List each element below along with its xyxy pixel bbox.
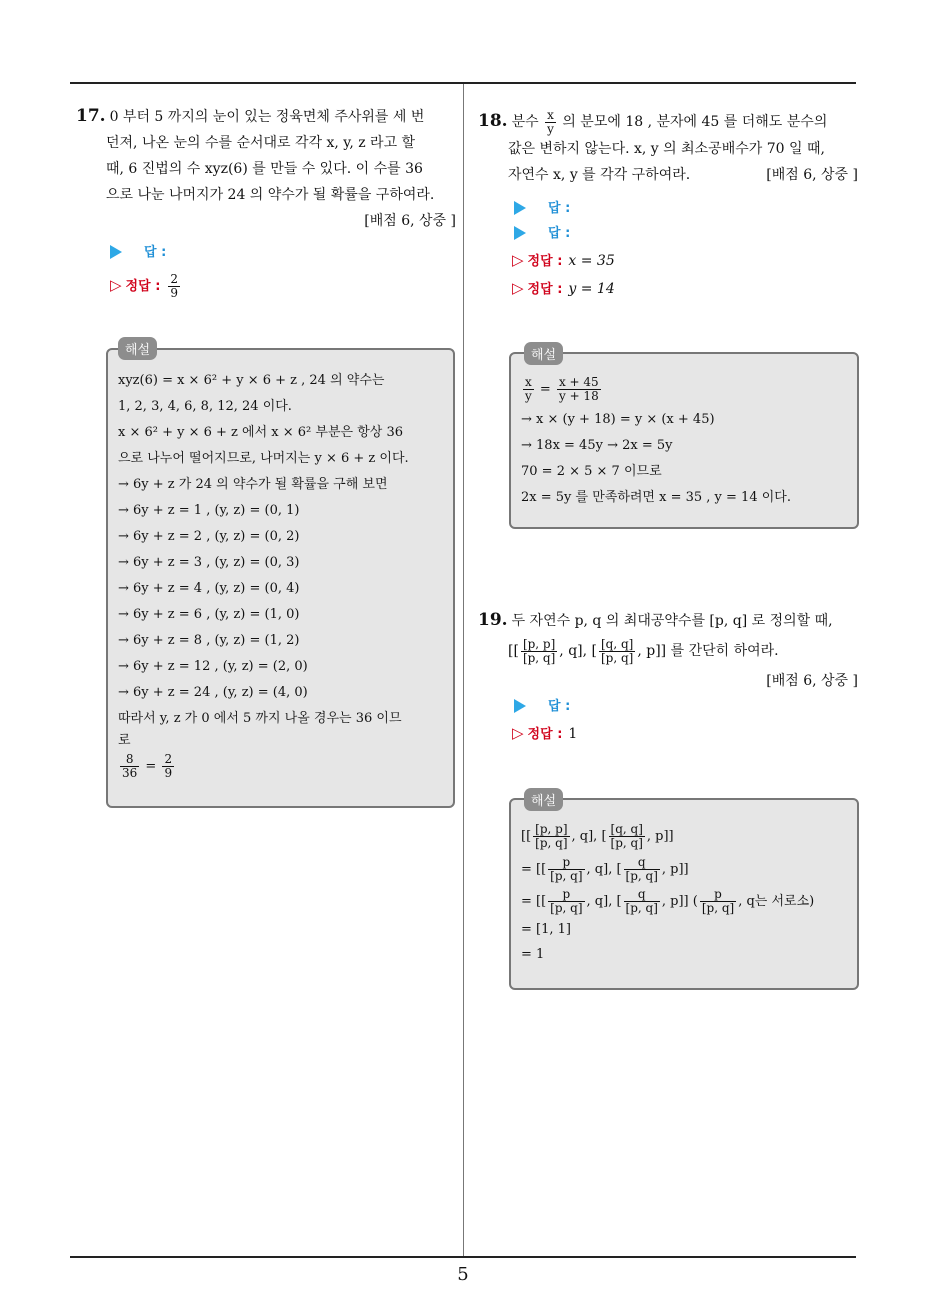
correct-answer-row bbox=[110, 268, 182, 302]
correct-label: 정답 : bbox=[527, 254, 563, 269]
triangle-outline-icon: ▷ bbox=[512, 724, 524, 742]
column-divider bbox=[463, 84, 464, 1256]
correct-answer-row: ▷ 정답 : x = 35 bbox=[512, 248, 615, 272]
solution-line: → 6y + z = 2 , (y, z) = (0, 2) bbox=[118, 529, 300, 544]
solution-line: → 6y + z = 8 , (y, z) = (1, 2) bbox=[118, 633, 300, 648]
problem-number: 18. bbox=[478, 111, 508, 131]
correct-answer-row: ▷ 정답 : 1 bbox=[512, 721, 577, 745]
problem-19 bbox=[478, 607, 858, 694]
points-label: [배점 6, 상중 ] bbox=[766, 166, 858, 183]
solution-tag: 해설 bbox=[524, 342, 563, 365]
solution-line: → 18x = 45y → 2x = 5y bbox=[521, 438, 673, 453]
solution-line: 1, 2, 3, 4, 6, 8, 12, 24 이다. bbox=[118, 399, 292, 414]
problem-text: 두 자연수 p, q 의 최대공약수를 [p, q] 로 정의할 때, bbox=[511, 613, 833, 629]
points-label: [배점 6, 상중 ] bbox=[364, 213, 456, 229]
solution-line: → 6y + z = 4 , (y, z) = (0, 4) bbox=[118, 581, 300, 596]
problem-text: 던져, 나온 눈의 수를 순서대로 각각 x, y, z 라고 할 bbox=[106, 135, 416, 151]
solution-line: = 1 bbox=[521, 947, 545, 962]
triangle-outline-icon: ▷ bbox=[512, 251, 524, 269]
solution-line: = [1, 1] bbox=[521, 922, 571, 937]
problem-number: 17. bbox=[76, 106, 106, 126]
play-icon bbox=[514, 226, 526, 240]
answer-row bbox=[514, 694, 570, 718]
answer-row bbox=[514, 221, 570, 245]
triangle-outline-icon: ▷ bbox=[110, 276, 122, 294]
bottom-rule bbox=[70, 1256, 856, 1258]
play-icon bbox=[110, 245, 122, 259]
solution-body bbox=[521, 373, 791, 511]
solution-line: 따라서 y, z 가 0 에서 5 까지 나올 경우는 36 이므 bbox=[118, 711, 402, 726]
correct-label: 정답 : bbox=[125, 279, 161, 294]
solution-line: 70 = 2 × 5 × 7 이므로 bbox=[521, 464, 662, 479]
problem-text: 자연수 x, y 를 각각 구하여라. bbox=[508, 166, 691, 183]
answer-row bbox=[514, 196, 570, 220]
triangle-outline-icon: ▷ bbox=[512, 279, 524, 297]
correct-fraction: $\frac{2}{9}$ bbox=[170, 271, 179, 300]
solution-line: x × 6² + y × 6 + z 에서 x × 6² 부분은 항상 36 bbox=[118, 425, 403, 440]
problem-18: 18. 분수 $\frac{x}{y}$ 의 분모에 18 , 분자에 45 를 더해도 분수의 값은 변하지 않는다. x, y 의 최소공배수가 70 일 때, 자연수 x, y 를 각각 구하여라. [배점 6, 상중 ] bbox=[478, 108, 858, 188]
solution-tag: 해설 bbox=[524, 788, 563, 811]
solution-line: → x × (y + 18) = y × (x + 45) bbox=[521, 412, 715, 427]
problem-text: 으로 나눈 나머지가 24 의 약수가 될 확률을 구하여라. bbox=[106, 187, 435, 203]
solution-line: = [[ $\frac{p}{[p, q]}$ , q], [ $\frac{q}{[p, q]}$ , p]] bbox=[521, 855, 689, 883]
answer-label: 답 : bbox=[548, 201, 571, 216]
correct-answer-row: ▷ 정답 : y = 14 bbox=[512, 276, 615, 300]
solution-line: → 6y + z 가 24 의 약수가 될 확률을 구해 보면 bbox=[118, 477, 388, 492]
play-icon bbox=[514, 201, 526, 215]
problem-text: 0 부터 5 까지의 눈이 있는 정육면체 주사위를 세 번 bbox=[109, 109, 425, 125]
play-icon bbox=[514, 699, 526, 713]
solution-body bbox=[118, 368, 409, 784]
solution-line: 으로 나누어 떨어지므로, 나머지는 y × 6 + z 이다. bbox=[118, 451, 409, 466]
solution-line: → 6y + z = 24 , (y, z) = (4, 0) bbox=[118, 685, 308, 700]
problem-expression: [[ $\frac{[p, p]}{[p, q]}$ , q], [ $\frac{[q, q]}{[p, q]}$ , p]] 를 간단히 하여라. bbox=[508, 636, 779, 665]
answer-row bbox=[110, 240, 166, 264]
solution-line: [[ $\frac{[p, p]}{[p, q]}$ , q], [ $\frac{[q, q]}{[p, q]}$ , p]] bbox=[521, 822, 674, 850]
solution-line: 2x = 5y 를 만족하려면 x = 35 , y = 14 이다. bbox=[521, 490, 791, 505]
correct-label: 정답 : bbox=[527, 727, 563, 742]
solution-line: → 6y + z = 3 , (y, z) = (0, 3) bbox=[118, 555, 300, 570]
problem-number: 19. bbox=[478, 610, 508, 630]
problem-17 bbox=[76, 103, 456, 234]
solution-line: → 6y + z = 6 , (y, z) = (1, 0) bbox=[118, 607, 300, 622]
solution-line: → 6y + z = 12 , (y, z) = (2, 0) bbox=[118, 659, 308, 674]
solution-tag: 해설 bbox=[118, 337, 157, 360]
solution-line: xyz(6) = x × 6² + y × 6 + z , 24 의 약수는 bbox=[118, 373, 385, 388]
correct-label: 정답 : bbox=[527, 282, 563, 297]
points-label: [배점 6, 상중 ] bbox=[766, 673, 858, 689]
page-number: 5 bbox=[457, 1264, 469, 1285]
solution-line: 로 bbox=[118, 733, 131, 748]
problem-text: 때, 6 진법의 수 xyz(6) 를 만들 수 있다. 이 수를 36 bbox=[106, 161, 423, 177]
answer-label: 답 : bbox=[548, 699, 571, 714]
solution-final: $\frac{8}{36}$ = $\frac{2}{9}$ bbox=[122, 752, 173, 780]
problem-text: 값은 변하지 않는다. x, y 의 최소공배수가 70 일 때, bbox=[508, 140, 825, 157]
solution-line: = [[ $\frac{p}{[p, q]}$ , q], [ $\frac{q}{[p, q]}$ , p]] ( $\frac{p}{[p, q]}$ , q는 서로소) bbox=[521, 887, 815, 915]
answer-label: 답 : bbox=[548, 226, 571, 241]
answer-label: 답 : bbox=[144, 245, 167, 260]
solution-line: → 6y + z = 1 , (y, z) = (0, 1) bbox=[118, 503, 300, 518]
solution-line: $\frac{x}{y}$ = $\frac{x + 45}{y + 18}$ bbox=[525, 375, 599, 403]
solution-body bbox=[521, 820, 814, 968]
